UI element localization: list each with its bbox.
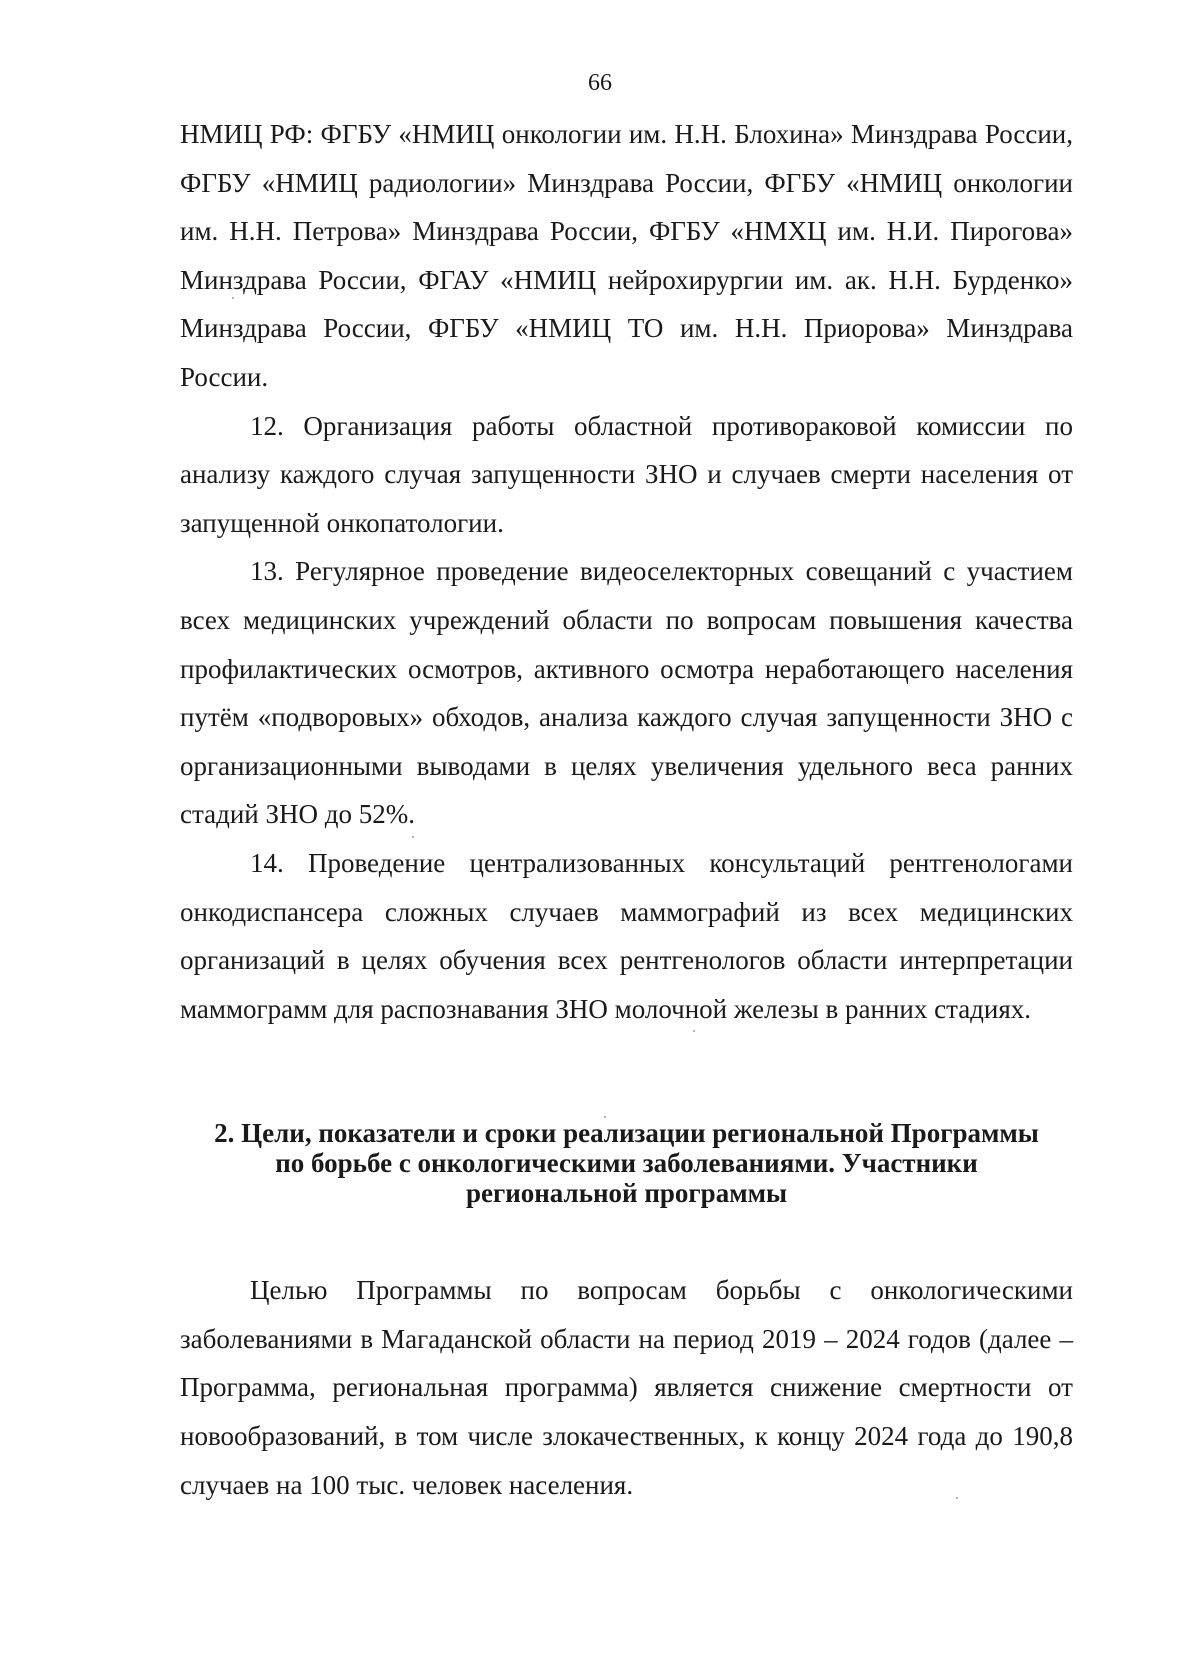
paragraph-item-14: 14. Проведение централизованных консультаций рентгенологами онкодиспансера сложных случаев маммографий из всех медицинских организаций в целях обучения всех рентгенологов области интерпретации маммограмм для распознавания ЗНО молочной железы в ранних стадиях.: [180, 847, 1073, 1024]
section-heading-line-1: 2. Цели, показатели и сроки реализации региональной Программы: [214, 1118, 1039, 1149]
page-number: 66: [588, 70, 612, 96]
document-body: [180, 110, 1073, 1509]
section-heading-line-2: по борьбе с онкологическими заболеваниями. Участники: [275, 1148, 978, 1179]
scan-speck: [232, 297, 234, 299]
paragraph-item-13: 13. Регулярное проведение видеоселекторных совещаний с участием всех медицинских учреждений области по вопросам повышения качества профилактических осмотров, активного осмотра неработающего населения путём «подворовых» обходов, анализа каждого случая запущенности ЗНО с организационными выводами в целях увеличения удельного веса ранних стадий ЗНО до 52%.: [180, 556, 1073, 830]
scan-speck: [693, 1030, 695, 1032]
scan-speck: [604, 1116, 606, 1118]
paragraph-nmic-list: НМИЦ РФ: ФГБУ «НМИЦ онкологии им. Н.Н. Блохина» Минздрава России, ФГБУ «НМИЦ радиологии» Минздрава России, ФГБУ «НМИЦ онкологии им. Н.Н. Петрова» Минздрава России, ФГБУ «НМХЦ им. Н.И. Пирогова» Минздрава России, ФГАУ «НМИЦ нейрохирургии им. ак. Н.Н. Бурденко» Минздрава России, ФГБУ «НМИЦ ТО им. Н.Н. Приорова» Минздрава России.: [180, 119, 1073, 392]
scan-speck: [956, 1497, 958, 1499]
section-heading-line-3: региональной программы: [465, 1178, 788, 1209]
paragraph-item-12: 12. Организация работы областной противораковой комиссии по анализу каждого случая запущенности ЗНО и случаев смерти населения от запущенной онкопатологии.: [180, 410, 1073, 538]
section-heading: [180, 1118, 1073, 1208]
heading-spacer: [180, 1208, 1073, 1266]
paragraph-program-goal: Целью Программы по вопросам борьбы с онкологическими заболеваниями в Магаданской области на период 2019 – 2024 годов (далее – Программа, региональная программа) является снижение смертности от новообразований, в том числе злокачественных, к концу 2024 года до 190,8 случаев на 100 тыс. человек населения.: [180, 1275, 1073, 1500]
scan-speck: [412, 836, 414, 838]
